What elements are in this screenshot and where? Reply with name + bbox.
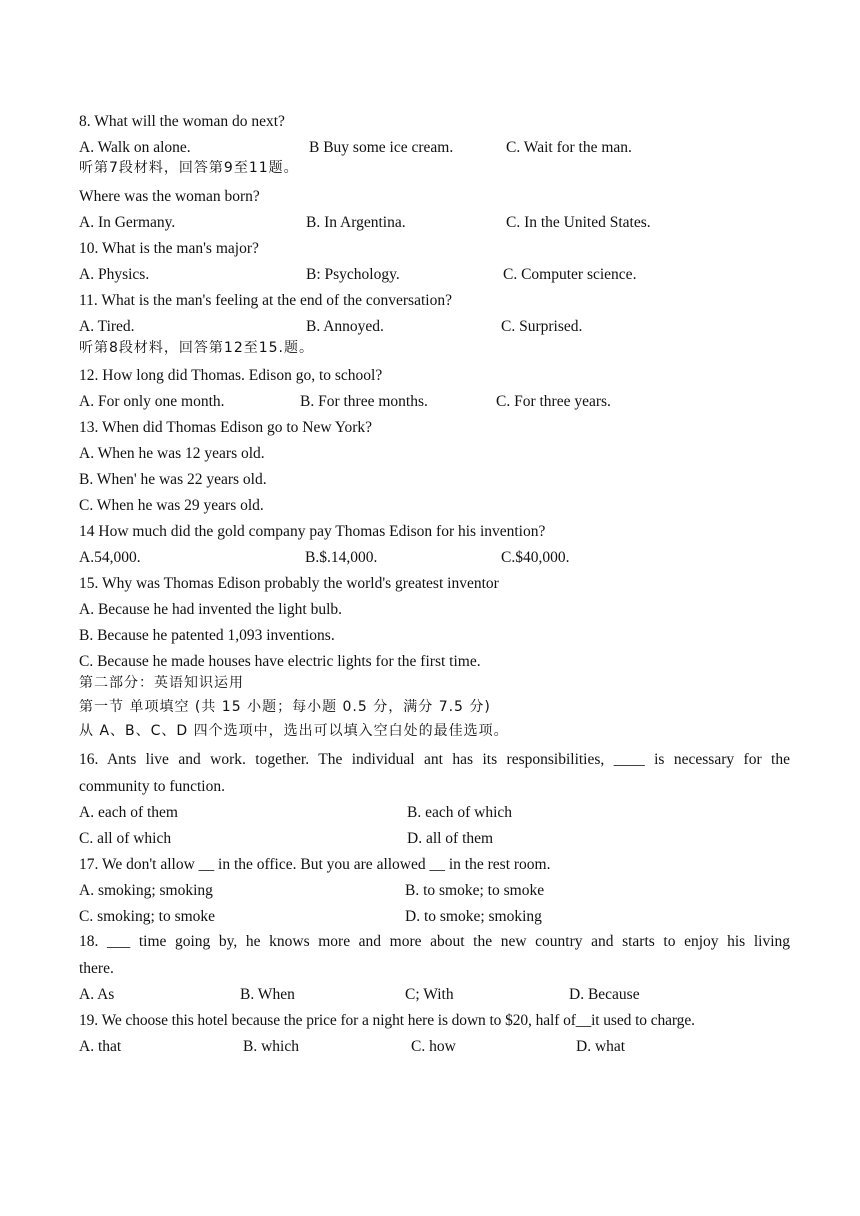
q15-option-a: A. Because he had invented the light bulb. [79,601,343,618]
q17-option-c: C. smoking; to smoke [79,908,216,925]
q10-option-c: C. Computer science. [503,266,637,283]
part-2-heading: 第二部分：英语知识运用 [79,675,244,691]
q18-option-a: A. As [79,986,115,1003]
question-19: 19. We choose this hotel because the price for a night here is down to $20, half of__it used to charge. [79,1012,695,1029]
q11-option-b: B. Annoyed. [306,318,384,335]
q14-option-b: B.$.14,000. [305,549,378,566]
q10-option-b: B: Psychology. [306,266,400,283]
q8-option-a: A. Walk on alone. [79,139,191,156]
question-14: 14 How much did the gold company pay Thomas Edison for his invention? [79,523,546,540]
q8-option-b: B Buy some ice cream. [309,139,454,156]
q9-option-c: C. In the United States. [506,214,651,231]
section-7-heading: 听第7段材料，回答第9至11题。 [79,160,299,176]
q17-option-b: B. to smoke; to smoke [405,882,545,899]
q9-option-a: A. In Germany. [79,214,176,231]
q18-option-d: D. Because [569,986,640,1003]
section-8-heading: 听第8段材料，回答第12至15.题。 [79,340,314,356]
question-10: 10. What is the man's major? [79,240,259,257]
q19-option-a: A. that [79,1038,122,1055]
question-12: 12. How long did Thomas. Edison go, to school? [79,367,383,384]
q16-option-b: B. each of which [407,804,513,821]
part-2-instructions: 从 A、B、C、D 四个选项中，选出可以填入空白处的最佳选项。 [79,723,509,739]
q18-option-b: B. When [240,986,295,1003]
question-13: 13. When did Thomas Edison go to New York? [79,419,373,436]
question-9: Where was the woman born? [79,188,260,205]
q12-option-b: B. For three months. [300,393,428,410]
q16-option-c: C. all of which [79,830,172,847]
question-18-line-1: 18. ___ time going by, he knows more and more about the new country and starts to enjoy his living [79,933,790,950]
q15-option-c: C. Because he made houses have electric lights for the first time. [79,653,481,670]
question-17: 17. We don't allow __ in the office. But you are allowed __ in the rest room. [79,856,551,873]
q8-option-c: C. Wait for the man. [506,139,632,156]
q13-option-a: A. When he was 12 years old. [79,445,265,462]
question-16-line-1: 16. Ants live and work. together. The individual ant has its responsibilities, ____ is necessary for the [79,751,790,768]
q17-option-a: A. smoking; smoking [79,882,213,899]
q11-option-a: A. Tired. [79,318,135,335]
q12-option-c: C. For three years. [496,393,611,410]
q14-option-a: A.54,000. [79,549,141,566]
q9-option-b: B. In Argentina. [306,214,406,231]
q18-option-c: C; With [405,986,454,1003]
q19-option-d: D. what [576,1038,626,1055]
q15-option-b: B. Because he patented 1,093 inventions. [79,627,335,644]
q19-option-c: C. how [411,1038,456,1055]
q13-option-b: B. When' he was 22 years old. [79,471,267,488]
q19-option-b: B. which [243,1038,299,1055]
q11-option-c: C. Surprised. [501,318,583,335]
question-16-line-2: community to function. [79,778,225,795]
q10-option-a: A. Physics. [79,266,150,283]
part-2-section-1-heading: 第一节 单项填空 (共 15 小题；每小题 0.5 分，满分 7.5 分) [79,699,491,715]
question-15: 15. Why was Thomas Edison probably the world's greatest inventor [79,575,499,592]
q16-option-d: D. all of them [407,830,494,847]
question-18-line-2: there. [79,960,114,977]
q12-option-a: A. For only one month. [79,393,225,410]
q14-option-c: C.$40,000. [501,549,570,566]
question-11: 11. What is the man's feeling at the end of the conversation? [79,292,452,309]
q13-option-c: C. When he was 29 years old. [79,497,264,514]
q17-option-d: D. to smoke; smoking [405,908,542,925]
q16-option-a: A. each of them [79,804,178,821]
question-8: 8. What will the woman do next? [79,113,285,130]
